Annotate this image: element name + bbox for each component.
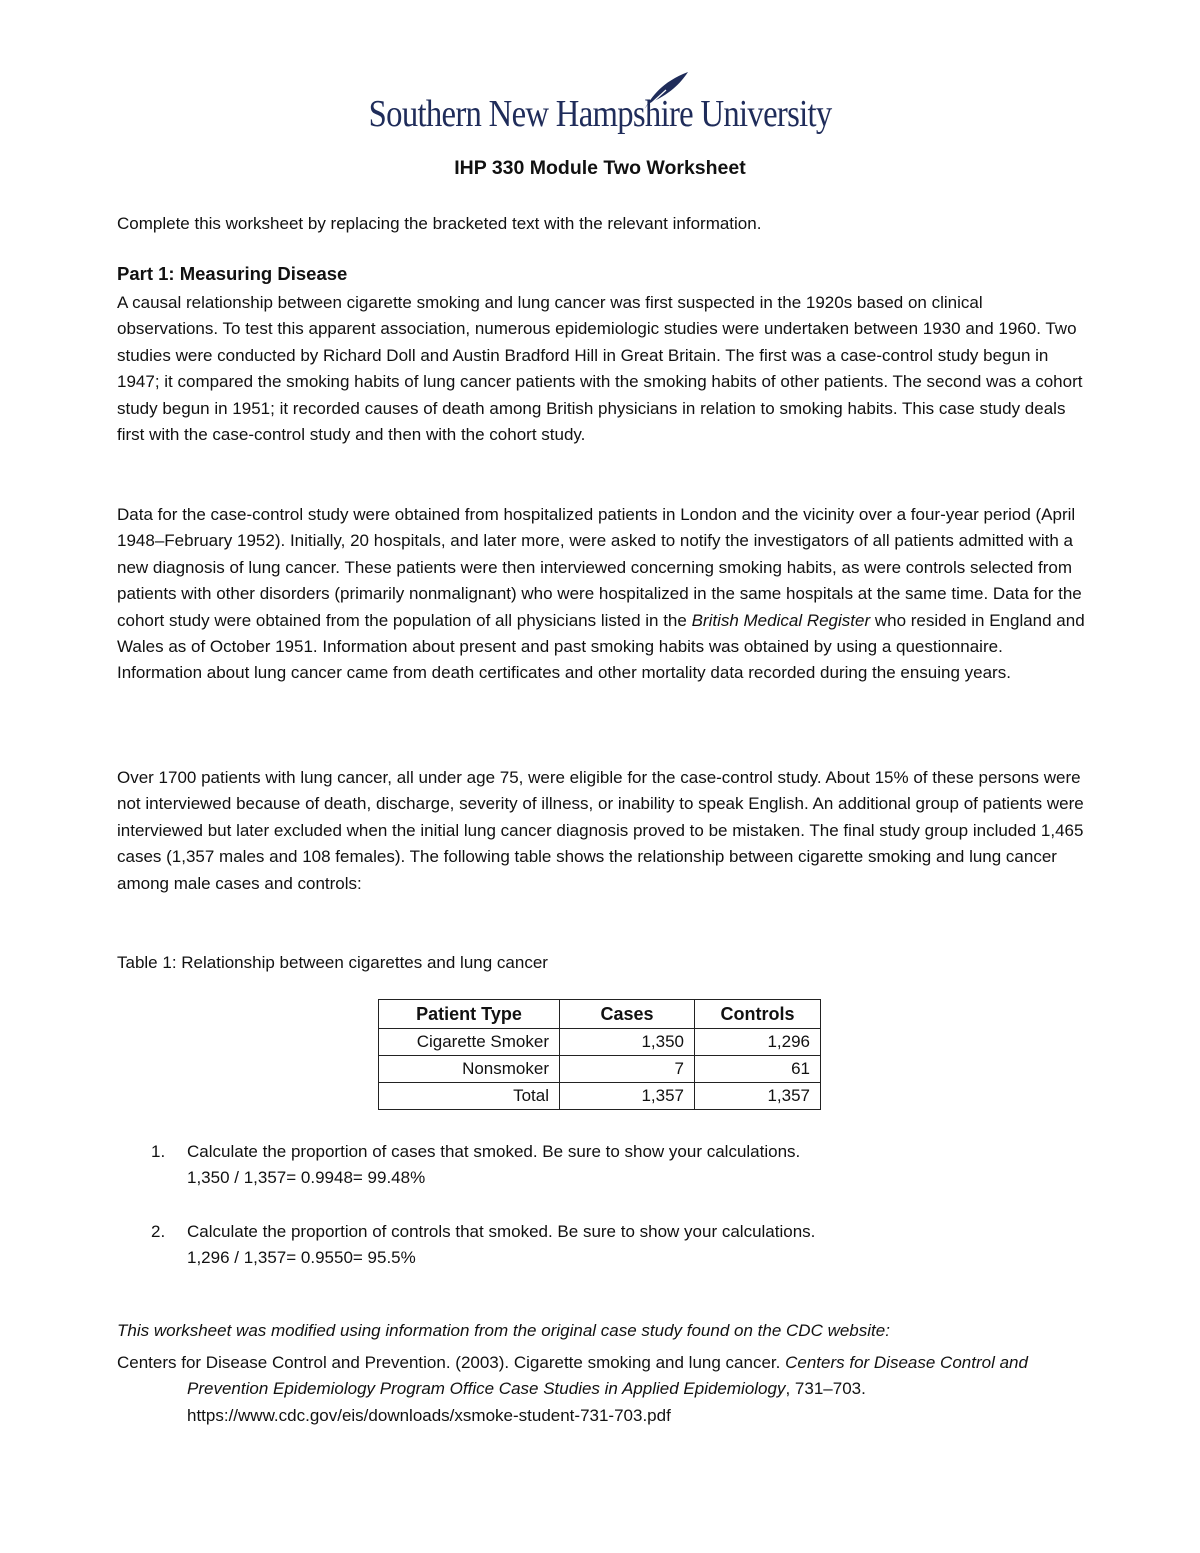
data-table [378,999,821,1110]
logo-text: Southern New Hampshire University [368,93,832,135]
table-row [379,1056,821,1083]
question-number: 2. [151,1222,166,1241]
table-header: Controls [695,1000,821,1029]
table-cell: Cigarette Smoker [379,1029,560,1056]
table-header: Patient Type [379,1000,560,1029]
table-cell: 1,357 [560,1083,695,1110]
table-header: Cases [560,1000,695,1029]
reference-a: Centers for Disease Control and Prevention. (2003). Cigarette smoking and lung cancer. [117,1353,786,1372]
source-note: This worksheet was modified using information from the original case study found on the CDC website: [117,1321,890,1340]
page-title: IHP 330 Module Two Worksheet [454,157,746,179]
question-number: 1. [151,1142,166,1161]
question-answer: 1,296 / 1,357= 0.9550= 95.5% [187,1248,416,1267]
table-cell: 1,357 [695,1083,821,1110]
question-prompt: Calculate the proportion of cases that smoked. Be sure to show your calculations. [187,1142,801,1161]
table-cell: 61 [695,1056,821,1083]
intro-text: Complete this worksheet by replacing the bracketed text with the relevant information. [117,214,762,233]
paragraph-2-b: who resided in England and Wales as of October 1951. Information about present and past smoking habits was obtained by using a questionnaire. Information about lung cancer came from death certificates and other mortality data recorded during the ensuing years. [117,610,1085,683]
paragraph-3: Over 1700 patients with lung cancer, all under age 75, were eligible for the case-control study. About 15% of these persons were not interviewed because of death, discharge, severity of illness, or inability to speak English. An additional group of patients were interviewed but later excluded when the initial lung cancer diagnosis proved to be mistaken. The final study group included 1,465 cases (1,357 males and 108 females). The following table shows the relationship between cigarette smoking and lung cancer among male cases and controls: [117,768,1084,893]
table-cell: Total [379,1083,560,1110]
question-prompt: Calculate the proportion of controls that smoked. Be sure to show your calculations. [187,1222,816,1241]
paragraph-2-a: Data for the case-control study were obtained from hospitalized patients in London and the vicinity over a four-year period (April 1948–February 1952). Initially, 20 hospitals, and later more, were asked to notify the investigators of all patients admitted with a new diagnosis of lung cancer. These patients were then interviewed concerning smoking habits, as were controls selected from patients with other disorders (primarily nonmalignant) who were hospitalized in the same hospitals at the same time. Data for the cohort study were obtained from the population of all physicians listed in the [117,505,1082,630]
register-title: British Medical Register [691,610,871,630]
reference-source-title: Centers for Disease Control and Prevention Epidemiology Program Office Case Studies in Applied Epidemiology [187,1353,1028,1399]
university-logo [0,66,1200,136]
table-cell: 1,296 [695,1029,821,1056]
paragraph-2 [117,502,1087,687]
part1-heading: Part 1: Measuring Disease [117,263,348,284]
question-answer: 1,350 / 1,357= 0.9948= 99.48% [187,1168,426,1187]
table-header-row [379,1000,821,1029]
table-caption: Table 1: Relationship between cigarettes and lung cancer [117,953,548,972]
paragraph-1: A causal relationship between cigarette smoking and lung cancer was first suspected in the 1920s based on clinical observations. To test this apparent association, numerous epidemiologic studies were undertaken between 1930 and 1960. Two studies were conducted by Richard Doll and Austin Bradford Hill in Great Britain. The first was a case-control study begun in 1947; it compared the smoking habits of lung cancer patients with the smoking habits of other patients. The second was a cohort study begun in 1951; it recorded causes of death among British physicians in relation to smoking habits. This case study deals first with the case-control study and then with the cohort study. [117,293,1083,445]
reference [117,1350,1087,1429]
table-cell: 1,350 [560,1029,695,1056]
table-cell: Nonsmoker [379,1056,560,1083]
table-cell: 7 [560,1056,695,1083]
reference-b: , 731–703. https://www.cdc.gov/eis/downloads/xsmoke-student-731-703.pdf [187,1379,866,1425]
table-row [379,1083,821,1110]
table-row [379,1029,821,1056]
